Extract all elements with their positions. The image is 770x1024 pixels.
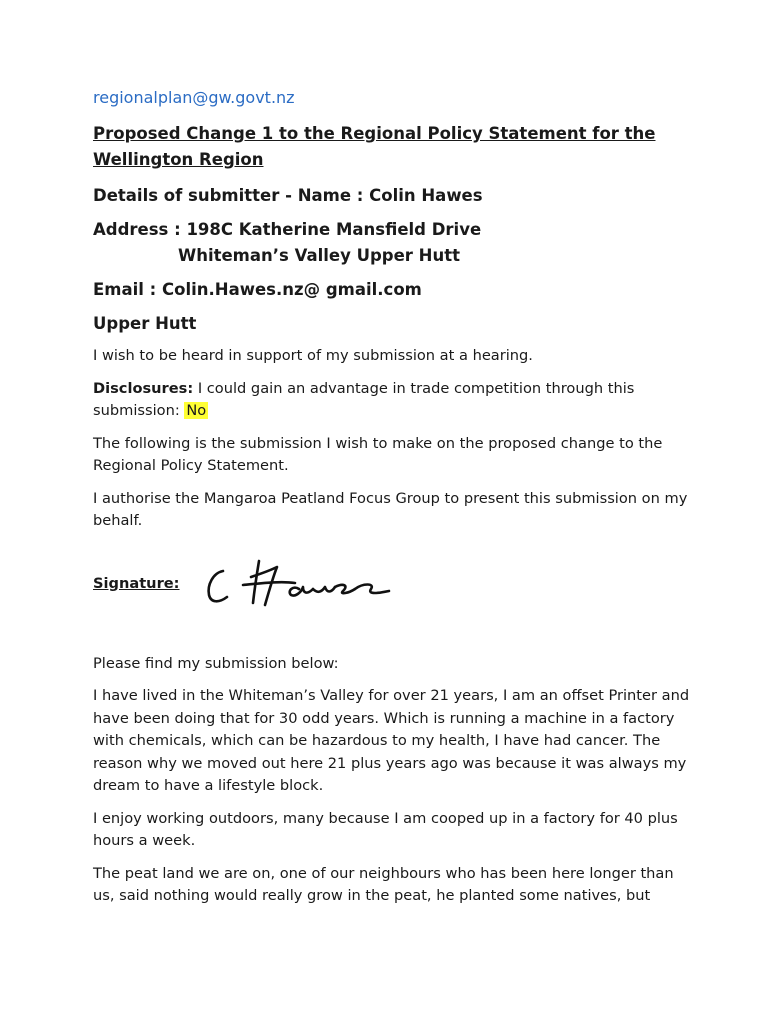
submission-paragraph-2: I enjoy working outdoors, many because I am cooped up in a factory for 40 plus hours a week.: [93, 809, 678, 849]
heard-statement: I wish to be heard in support of my submission at a hearing.: [93, 347, 533, 364]
submission-paragraph-1: I have lived in the Whiteman’s Valley for over 21 years, I am an offset Printer and have been doing that for 30 odd years. Which is running a machine in a factory with chemicals, which can be hazardous to my health, I have had cancer. The reason why we moved out here 21 plus years ago was because it was always my dream to have a lifestyle block.: [93, 687, 690, 794]
submitter-town: Upper Hutt: [93, 314, 197, 333]
authorise-statement: I authorise the Mangaroa Peatland Focus Group to present this submission on my behalf.: [93, 489, 688, 529]
disclosures-statement: [93, 378, 693, 423]
submitter-address: [93, 217, 693, 269]
disclosures-text: I could gain an advantage in trade competition through this submission:: [93, 379, 635, 419]
address-line-2: Whiteman’s Valley Upper Hutt: [178, 246, 461, 265]
following-statement: The following is the submission I wish to make on the proposed change to the Regional Policy Statement.: [93, 434, 663, 474]
signature-label: Signature:: [93, 574, 180, 592]
disclosures-label: Disclosures:: [93, 379, 194, 397]
submitter-name: Details of submitter - Name : Colin Hawes: [93, 186, 483, 205]
document-title: Proposed Change 1 to the Regional Policy Statement for the Wellington Region: [93, 124, 656, 169]
disclosures-answer: No: [186, 402, 207, 419]
handwritten-signature: [203, 555, 413, 615]
address-line-1: Address : 198C Katherine Mansfield Drive: [93, 220, 482, 239]
submitter-email: Email : Colin.Hawes.nz@ gmail.com: [93, 280, 422, 299]
document-page: [93, 88, 693, 918]
submission-paragraph-3: The peat land we are on, one of our neighbours who has been here longer than us, said nothing would really grow in the peat, he planted some natives, but: [93, 864, 674, 904]
signature-row: [93, 555, 693, 665]
contact-email-link[interactable]: regionalplan@gw.govt.nz: [93, 88, 295, 107]
submission-intro: Please find my submission below:: [93, 654, 339, 672]
